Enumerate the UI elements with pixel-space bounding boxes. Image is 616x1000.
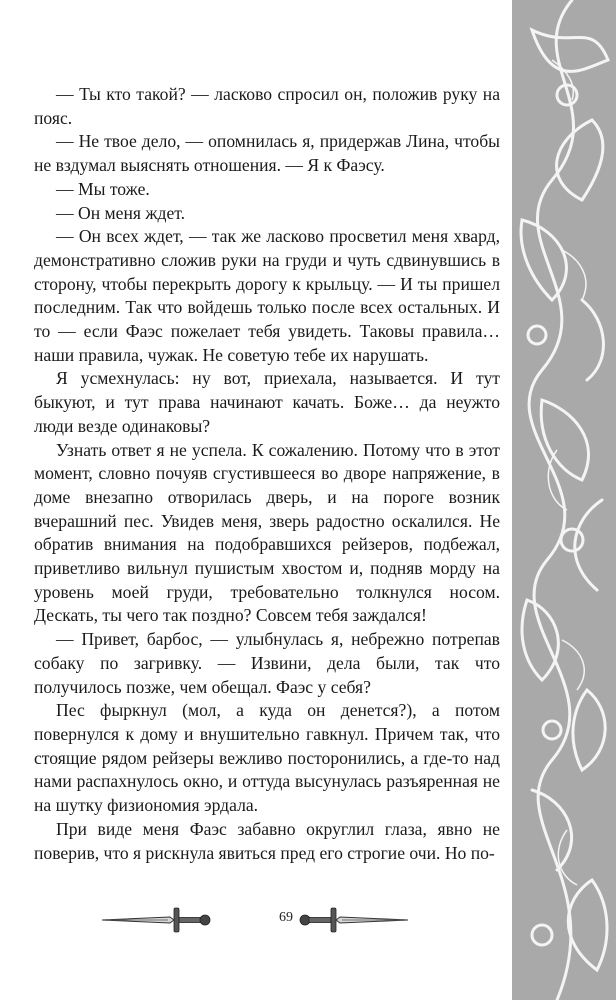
page-footer (96, 898, 476, 942)
paragraph: Пес фыркнул (мол, а куда он денется?), а потом повернулся к дому и внушительно гавкнул. Причем так, что стоящие рядом рейзеры вежливо посторонились, а где-то над нами распахнулось окно, и оттуда высунулась разъяренная не на шутку физиономия эрдала. (34, 700, 500, 816)
page-number: 69 (279, 910, 293, 925)
paragraph: — Он всех ждет, — так же ласково просветил меня хвард, демонстративно сложив руки на груди и чуть сдвинувшись в сторону, чтобы перекрыть дорогу к крыльцу. — И ты пришел последним. Так что войдешь только после всех остальных. И то — если Фаэс пожелает тебя увидеть. Таковы правила… наши правила, чужак. Не советую тебе их нарушать. (34, 226, 500, 365)
paragraph: — Ты кто такой? — ласково спросил он, положив руку на пояс. (34, 84, 500, 128)
sword-icon (292, 902, 410, 938)
paragraph: — Привет, барбос, — улыбнулась я, небрежно потрепав собаку по загривку. — Извини, дела были, так что получилось позже, чем обещал. Фаэс у себя? (34, 629, 500, 697)
ornamental-border (512, 0, 616, 1000)
book-text (34, 83, 500, 865)
paragraph: — Он меня ждет. (56, 202, 186, 223)
floral-ornament-icon (512, 0, 616, 1000)
paragraph: Я усмехнулась: ну вот, приехала, называется. И тут быкуют, и тут права начинают качать. Боже… да неужто люди везде одинаковы? (34, 368, 500, 436)
paragraph: При виде меня Фаэс забавно округлил глаза, явно не поверив, что я рискнула явиться пред его строгие очи. Но по- (34, 818, 500, 863)
paragraph: — Не твое дело, — опомнилась я, придержав Лина, чтобы не вздумал выяснять отношения. — Я к Фаэсу. (34, 131, 500, 176)
paragraph: — Мы тоже. (56, 178, 150, 199)
paragraph: Узнать ответ я не успела. К сожалению. Потому что в этот момент, словно почуяв сгустившееся во дворе напряжение, в доме внезапно отворилась дверь, и на пороге возник вчерашний пес. Увидев меня, зверь радостно оскалился. Не обратив внимания на подобравшихся рейзеров, подбежал, приветливо вильнул пушистым хвостом и, подняв морду на уровень моей груди, требовательно толкнулся носом. Дескать, ты чего так поздно? Совсем тебя заждался! (34, 439, 500, 626)
